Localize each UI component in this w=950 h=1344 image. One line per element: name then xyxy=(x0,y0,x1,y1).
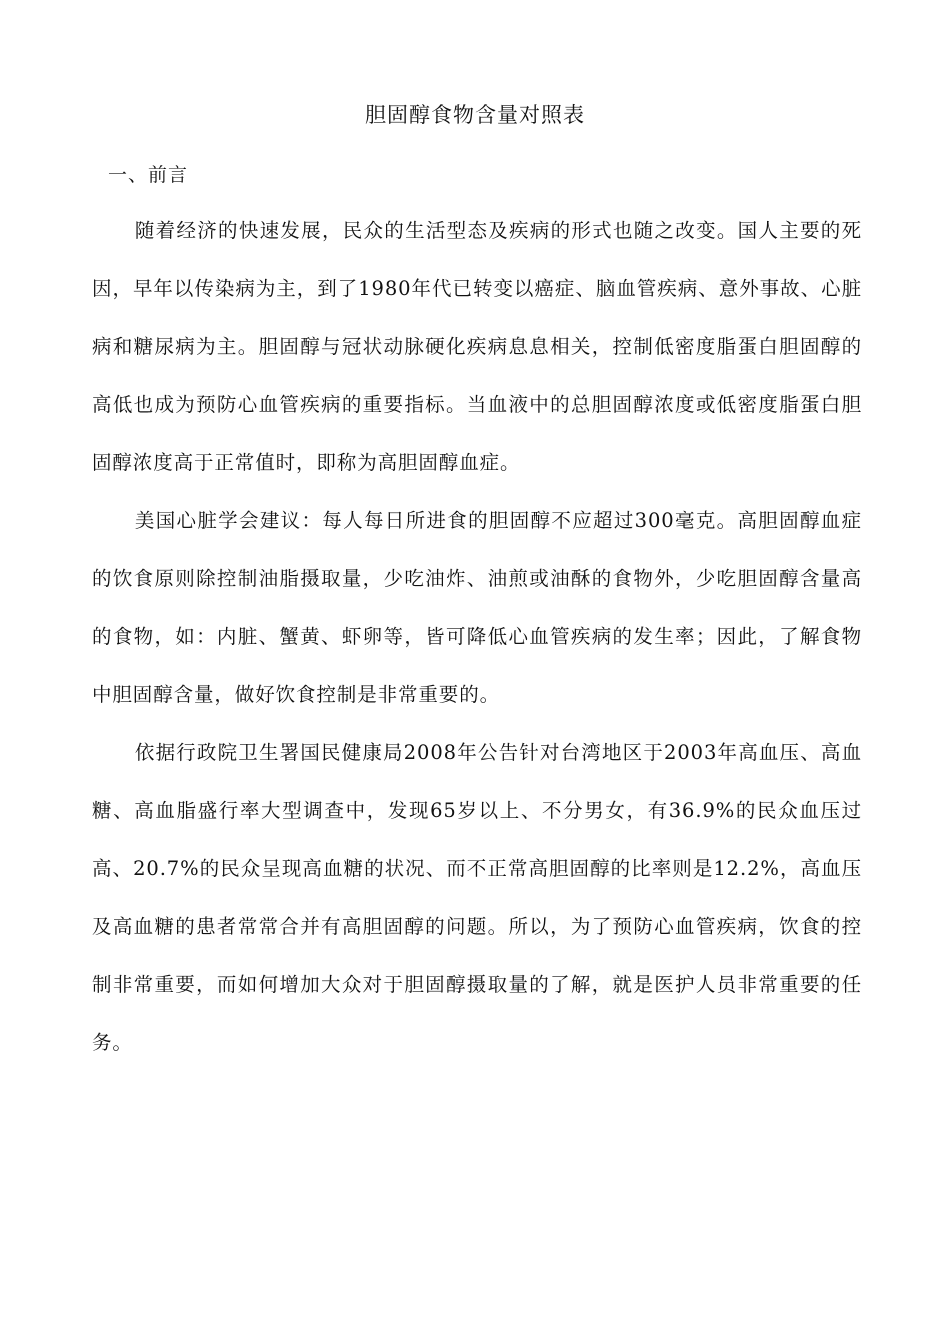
paragraph-1 xyxy=(92,202,862,492)
paragraph-3 xyxy=(92,724,862,1072)
page-title: 胆固醇食物含量对照表 xyxy=(365,103,585,127)
paragraph-2 xyxy=(92,492,862,724)
paragraph-text: 美国心脏学会建议：每人每日所进食的胆固醇不应超过300毫克。高胆固醇血症的饮食原则除控制油脂摄取量，少吃油炸、油煎或油酥的食物外，少吃胆固醇含量高的食物，如：内脏、蟹黄、虾卵等，皆可降低心血管疾病的发生率；因此，了解食物中胆固醇含量，做好饮食控制是非常重要的。 xyxy=(92,509,862,706)
section-heading: 一、前言 xyxy=(108,164,189,186)
paragraph-text: 随着经济的快速发展，民众的生活型态及疾病的形式也随之改变。国人主要的死因，早年以传染病为主，到了1980年代已转变以癌症、脑血管疾病、意外事故、心脏病和糖尿病为主。胆固醇与冠状动脉硬化疾病息息相关，控制低密度脂蛋白胆固醇的高低也成为预防心血管疾病的重要指标。当血液中的总胆固醇浓度或低密度脂蛋白胆固醇浓度高于正常值时，即称为高胆固醇血症。 xyxy=(92,219,862,474)
paragraph-text: 依据行政院卫生署国民健康局2008年公告针对台湾地区于2003年高血压、高血糖、高血脂盛行率大型调查中，发现65岁以上、不分男女，有36.9%的民众血压过高、20.7%的民众呈现高血糖的状况、而不正常高胆固醇的比率则是12.2%，高血压及高血糖的患者常常合并有高胆固醇的问题。所以，为了预防心血管疾病，饮食的控制非常重要，而如何增加大众对于胆固醇摄取量的了解，就是医护人员非常重要的任务。 xyxy=(92,741,862,1054)
